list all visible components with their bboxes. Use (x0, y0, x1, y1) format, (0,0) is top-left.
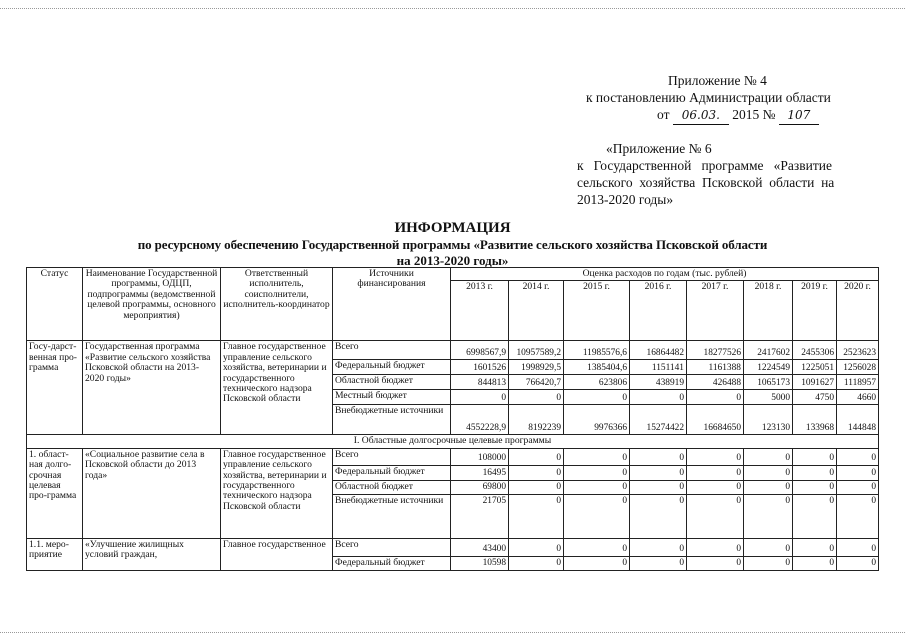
value-cell: 8192239 (509, 405, 564, 435)
value-cell: 6998567,9 (451, 341, 509, 360)
program-responsible: Главное государственное управление сельского хозяйства, ветеринарии и государственного технического надзора Псковской области (221, 341, 333, 435)
value-cell: 2455306 (793, 341, 837, 360)
value-cell: 16684650 (687, 405, 744, 435)
value-cell: 0 (564, 494, 630, 538)
value-cell: 123130 (744, 405, 793, 435)
value-cell: 0 (509, 556, 564, 570)
value-cell: 0 (793, 448, 837, 465)
value-cell: 0 (687, 448, 744, 465)
value-cell: 0 (837, 494, 879, 538)
header-status: Статус (27, 268, 83, 341)
value-cell: 0 (630, 390, 687, 405)
header-sources: Источники финансирования (333, 268, 451, 341)
value-cell: 21705 (451, 494, 509, 538)
value-cell: 766420,7 (509, 375, 564, 390)
header-year: 2019 г. (793, 281, 837, 341)
value-cell: 0 (744, 494, 793, 538)
value-cell: 0 (687, 390, 744, 405)
value-cell: 0 (793, 494, 837, 538)
value-cell: 0 (837, 556, 879, 570)
value-cell: 0 (509, 390, 564, 405)
source-cell: Всего (333, 341, 451, 360)
value-cell: 0 (837, 538, 879, 556)
value-cell: 0 (837, 480, 879, 494)
value-cell: 4750 (793, 390, 837, 405)
value-cell: 0 (630, 538, 687, 556)
value-cell: 0 (630, 448, 687, 465)
value-cell: 11985576,6 (564, 341, 630, 360)
value-cell: 10598 (451, 556, 509, 570)
header-responsible: Ответственный исполнитель, соисполнители, исполнитель-координатор (221, 268, 333, 341)
source-cell: Всего (333, 538, 451, 556)
source-cell: Местный бюджет (333, 390, 451, 405)
decree-date-line (657, 106, 819, 125)
value-cell: 4552228,9 (451, 405, 509, 435)
value-cell: 144848 (837, 405, 879, 435)
header-year: 2013 г. (451, 281, 509, 341)
program-name: Государственная программа «Развитие сельского хозяйства Псковской области на 2013-2020 годы» (83, 341, 221, 435)
value-cell: 0 (564, 480, 630, 494)
source-cell: Федеральный бюджет (333, 556, 451, 570)
value-cell: 0 (630, 556, 687, 570)
header-year: 2020 г. (837, 281, 879, 341)
value-cell: 0 (687, 556, 744, 570)
value-cell: 0 (837, 465, 879, 480)
value-cell: 0 (564, 448, 630, 465)
value-cell: 108000 (451, 448, 509, 465)
value-cell: 426488 (687, 375, 744, 390)
quote-line-3: сельского хозяйства Псковской области на (577, 175, 835, 190)
handwritten-date: 06.03. (673, 107, 729, 125)
value-cell: 0 (837, 448, 879, 465)
value-cell: 0 (630, 494, 687, 538)
value-cell: 1601526 (451, 360, 509, 375)
value-cell: 0 (744, 448, 793, 465)
value-cell: 1151141 (630, 360, 687, 375)
odcp-status: 1. област-ная долго-срочная целевая про-грамма (27, 448, 83, 538)
value-cell: 1065173 (744, 375, 793, 390)
value-cell: 0 (509, 480, 564, 494)
value-cell: 0 (793, 480, 837, 494)
value-cell: 0 (744, 480, 793, 494)
value-cell: 1161388 (687, 360, 744, 375)
handwritten-number: 107 (779, 107, 819, 125)
source-cell: Федеральный бюджет (333, 465, 451, 480)
value-cell: 0 (687, 538, 744, 556)
value-cell: 0 (630, 465, 687, 480)
document-subtitle-1: по ресурсному обеспечению Государственной программы «Развитие сельского хозяйства Псковской области (137, 237, 768, 252)
measure-status: 1.1. меро-приятие (27, 538, 83, 570)
header-year: 2016 г. (630, 281, 687, 341)
source-cell: Всего (333, 448, 451, 465)
value-cell: 438919 (630, 375, 687, 390)
value-cell: 133968 (793, 405, 837, 435)
value-cell: 0 (793, 556, 837, 570)
header-year: 2014 г. (509, 281, 564, 341)
quote-line-2: к Государственной программе «Развитие (577, 158, 832, 173)
value-cell: 10957589,2 (509, 341, 564, 360)
value-cell: 0 (564, 538, 630, 556)
measure-responsible: Главное государственное (221, 538, 333, 570)
header-estimate: Оценка расходов по годам (тыс. рублей) (451, 268, 879, 281)
value-cell: 1385404,6 (564, 360, 630, 375)
quote-appendix-label: «Приложение № 6 (606, 141, 712, 156)
header-year: 2018 г. (744, 281, 793, 341)
value-cell: 16864482 (630, 341, 687, 360)
value-cell: 5000 (744, 390, 793, 405)
value-cell: 15274422 (630, 405, 687, 435)
value-cell: 1256028 (837, 360, 879, 375)
value-cell: 18277526 (687, 341, 744, 360)
source-cell: Областной бюджет (333, 480, 451, 494)
program-status: Госу-дарст-венная про-грамма (27, 341, 83, 435)
value-cell: 623806 (564, 375, 630, 390)
value-cell: 0 (564, 556, 630, 570)
value-cell: 9976366 (564, 405, 630, 435)
value-cell: 0 (564, 390, 630, 405)
value-cell: 0 (744, 556, 793, 570)
year-number-label: 2015 № (732, 107, 776, 122)
value-cell: 0 (564, 465, 630, 480)
value-cell: 0 (793, 465, 837, 480)
value-cell: 0 (509, 465, 564, 480)
header-year: 2015 г. (564, 281, 630, 341)
value-cell: 1118957 (837, 375, 879, 390)
value-cell: 69800 (451, 480, 509, 494)
value-cell: 0 (509, 538, 564, 556)
value-cell: 0 (687, 465, 744, 480)
value-cell: 0 (451, 390, 509, 405)
value-cell: 0 (793, 538, 837, 556)
scan-noise-bottom (0, 632, 905, 634)
quote-line-4: 2013-2020 годы» (577, 192, 674, 207)
odcp-responsible: Главное государственное управление сельского хозяйства, ветеринарии и государственного технического надзора Псковской области (221, 448, 333, 538)
value-cell: 43400 (451, 538, 509, 556)
document-subtitle-2: на 2013-2020 годы» (396, 253, 509, 268)
decree-label: к постановлению Администрации области (586, 90, 831, 105)
source-cell: Областной бюджет (333, 375, 451, 390)
value-cell: 0 (744, 465, 793, 480)
value-cell: 0 (687, 494, 744, 538)
header-year: 2017 г. (687, 281, 744, 341)
odcp-name: «Социальное развитие села в Псковской области до 2013 года» (83, 448, 221, 538)
value-cell: 0 (509, 448, 564, 465)
document-title: ИНФОРМАЦИЯ (394, 220, 511, 236)
from-label: от (657, 107, 670, 122)
value-cell: 0 (687, 480, 744, 494)
source-cell: Федеральный бюджет (333, 360, 451, 375)
appendix-label: Приложение № 4 (668, 73, 767, 88)
value-cell: 4660 (837, 390, 879, 405)
value-cell: 1225051 (793, 360, 837, 375)
value-cell: 1224549 (744, 360, 793, 375)
source-cell: Внебюджетные источники (333, 494, 451, 538)
resource-table (26, 267, 879, 571)
value-cell: 2523623 (837, 341, 879, 360)
value-cell: 16495 (451, 465, 509, 480)
value-cell: 844813 (451, 375, 509, 390)
value-cell: 0 (744, 538, 793, 556)
source-cell: Внебюджетные источники (333, 405, 451, 435)
section-header: I. Областные долгосрочные целевые программы (27, 435, 879, 448)
measure-name: «Улучшение жилищных условий граждан, (83, 538, 221, 570)
value-cell: 1998929,5 (509, 360, 564, 375)
value-cell: 0 (630, 480, 687, 494)
value-cell: 2417602 (744, 341, 793, 360)
scan-noise-top (0, 8, 905, 10)
value-cell: 0 (509, 494, 564, 538)
value-cell: 1091627 (793, 375, 837, 390)
header-name: Наименование Государственной программы, ОДЦП, подпрограммы (ведомственной целевой программы, основного мероприятия) (83, 268, 221, 341)
